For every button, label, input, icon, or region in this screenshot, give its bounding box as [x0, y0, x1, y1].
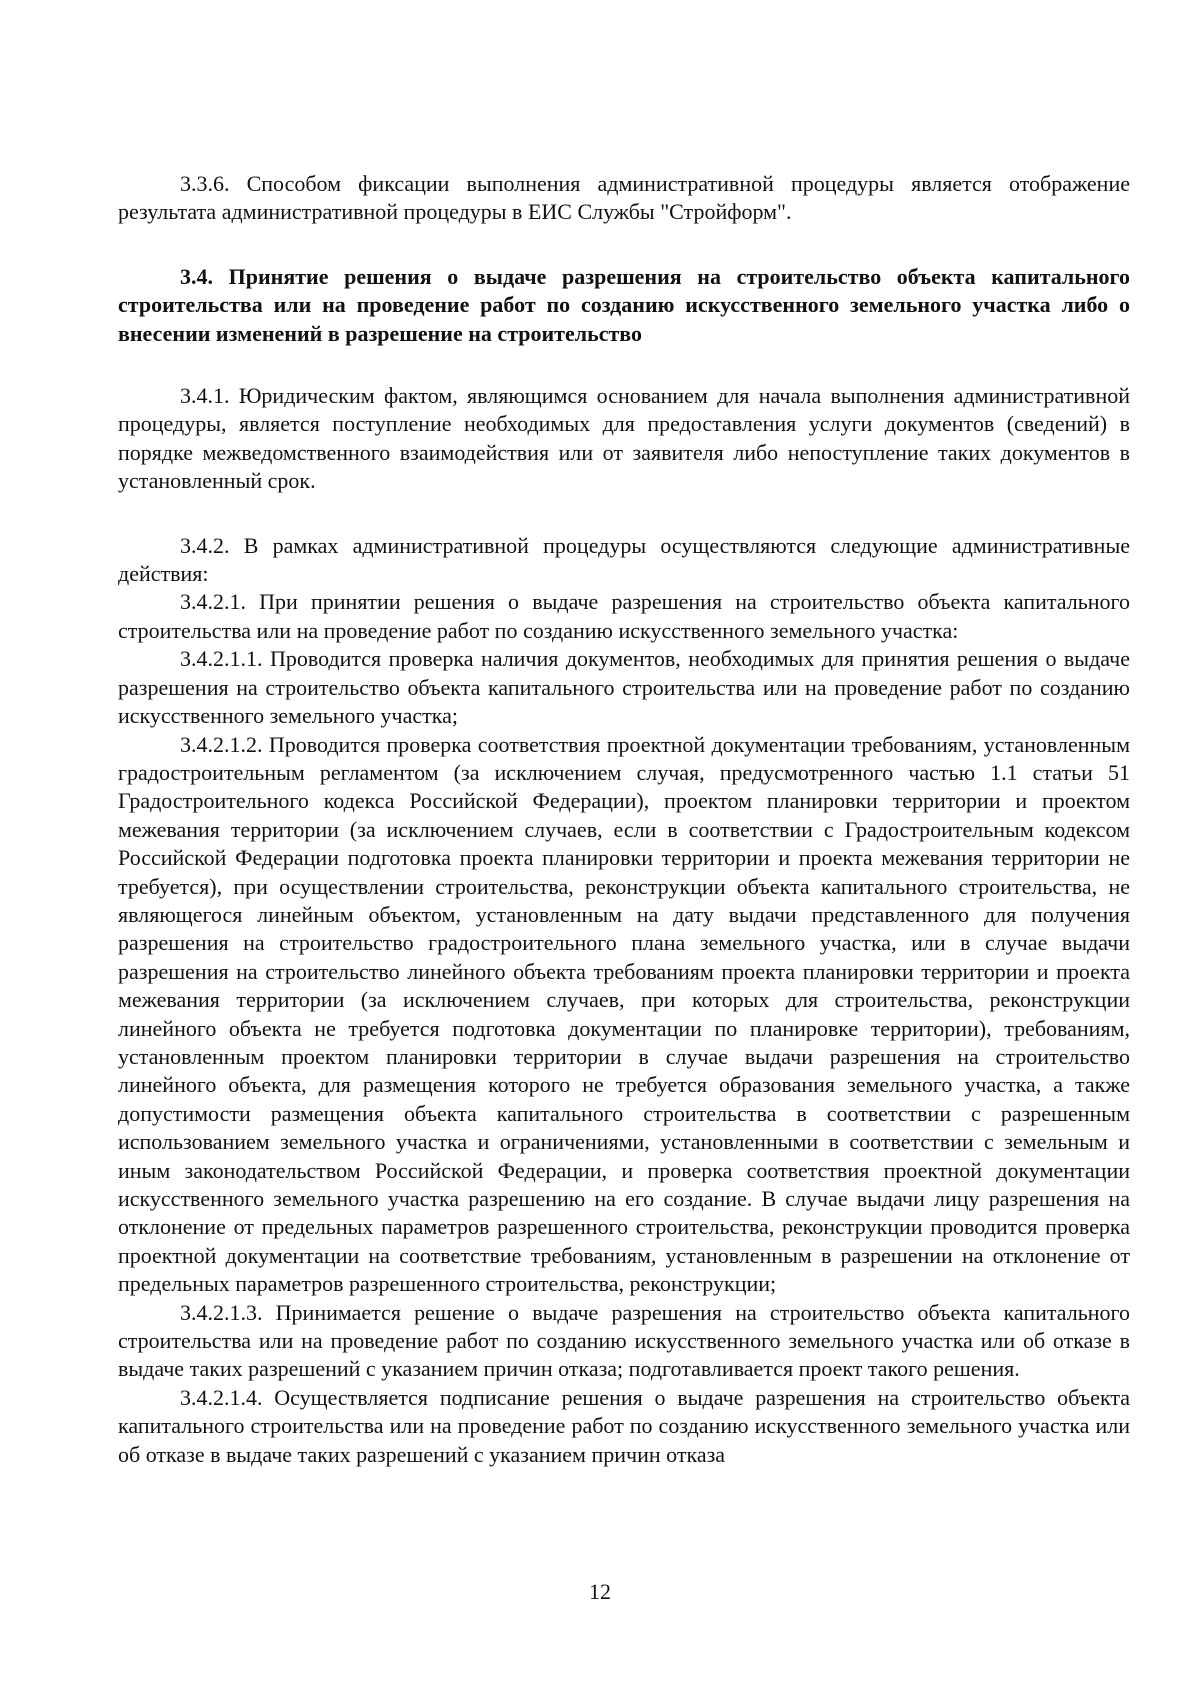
paragraph-3-4-2-1-2: 3.4.2.1.2. Проводится проверка соответствия проектной документации требованиям, установленным градостроительным регламентом (за исключением случая, предусмотренного частью 1.1 статьи 51 Градостроительного кодекса Российской Федерации), проектом планировки территории и проектом межевания территории (за исключением случаев, если в соответствии с Градостроительным кодексом Российской Федерации подготовка проекта планировки территории и проекта межевания территории не требуется), при осуществлении строительства, реконструкции объекта капитального строительства, не являющегося линейным объектом, установленным на дату выдачи представленного для получения разрешения на строительство градостроительного плана земельного участка, или в случае выдачи разрешения на строительство линейного объекта требованиям проекта планировки территории и проекта межевания территории (за исключением случаев, при которых для строительства, реконструкции линейного объекта не требуется подготовка документации по планировке территории), требованиям, установленным проектом планировки территории в случае выдачи разрешения на строительство линейного объекта, для размещения которого не требуется образования земельного участка, а также допустимости размещения объекта капитального строительства в соответствии с разрешенным использованием земельного участка и ограничениями, установленными в соответствии с земельным и иным законодательством Российской Федерации, и проверка соответствия проектной документации искусственного земельного участка разрешению на его создание. В случае выдачи лицу разрешения на отклонение от предельных параметров разрешенного строительства, реконструкции проводится проверка проектной документации на соответствие требованиям, установленным в разрешении на отклонение от предельных параметров разрешенного строительства, реконструкции;: [118, 731, 1130, 1297]
paragraph-3-4-1: 3.4.1. Юридическим фактом, являющимся основанием для начала выполнения административной процедуры, является поступление необходимых для предоставления услуги документов (сведений) в порядке межведомственного взаимодействия или от заявителя либо непоступление таких документов в установленный срок.: [118, 383, 1130, 494]
paragraph-3-4-2-1-1: 3.4.2.1.1. Проводится проверка наличия документов, необходимых для принятия решения о выдаче разрешения на строительство объекта капитального строительства или на проведение работ по созданию искусственного земельного участка;: [118, 646, 1130, 729]
page-number: 12: [589, 1579, 611, 1604]
paragraph-3-4-2-1: 3.4.2.1. При принятии решения о выдаче разрешения на строительство объекта капитального строительства или на проведение работ по созданию искусственного земельного участка:: [118, 589, 1130, 643]
paragraph-3-4-2-1-3: 3.4.2.1.3. Принимается решение о выдаче разрешения на строительство объекта капитального строительства или на проведение работ по созданию искусственного земельного участка или об отказе в выдаче таких разрешений с указанием причин отказа; подготавливается проект такого решения.: [118, 1299, 1130, 1382]
paragraph-3-3-6: 3.3.6. Способом фиксации выполнения административной процедуры является отображение результата административной процедуры в ЕИС Службы "Стройформ".: [118, 171, 1130, 225]
paragraph-3-4-2: 3.4.2. В рамках административной процедуры осуществляются следующие административные действия:: [118, 532, 1130, 587]
document-body: [118, 170, 1130, 1469]
paragraph-3-4-2-1-4: 3.4.2.1.4. Осуществляется подписание решения о выдаче разрешения на строительство объекта капитального строительства или на проведение работ по созданию искусственного земельного участка или об отказе в выдаче таких разрешений с указанием причин отказа: [118, 1384, 1130, 1467]
section-heading-3-4: 3.4. Принятие решения о выдаче разрешения на строительство объекта капитального строительства или на проведение работ по созданию искусственного земельного участка либо о внесении изменений в разрешение на строительство: [118, 263, 1130, 346]
